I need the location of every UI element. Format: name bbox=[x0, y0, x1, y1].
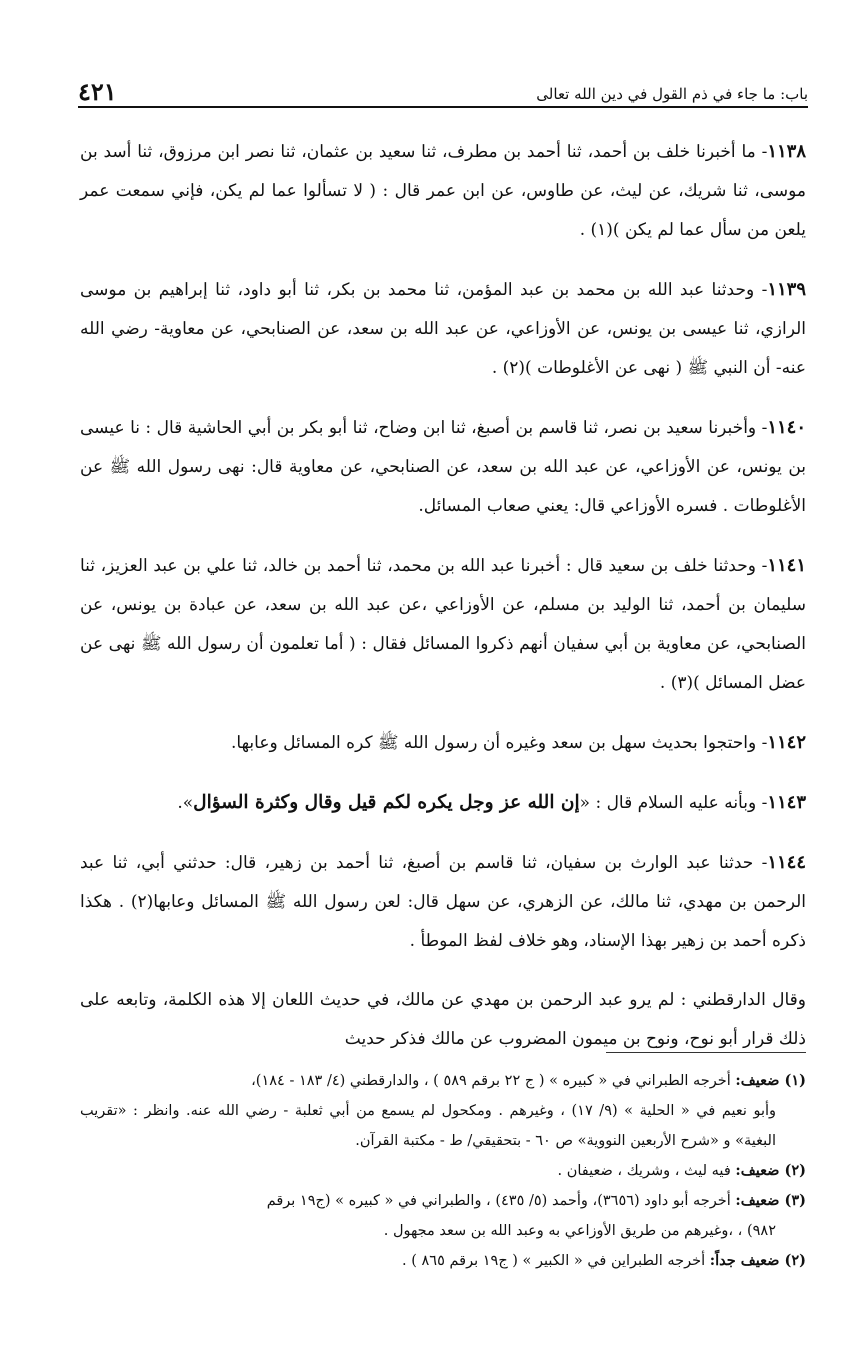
footnote bbox=[80, 1156, 806, 1186]
hadith-number: ١١٤٤ bbox=[767, 852, 806, 873]
hadith-text: - ما أخبرنا خلف بن أحمد، ثنا أحمد بن مطرف، ثنا سعيد بن عثمان، ثنا نصر ابن مرزوق، ثنا أسد بن موسى، ثنا شريك، عن ليث، عن طاوس، عن ابن عمر قال : ( لا تسألوا عما لم يكن، فإني سمعت عمر يلعن من سأل عما لم يكن )(١) . bbox=[80, 142, 806, 240]
footnote-divider bbox=[606, 1052, 806, 1053]
hadith-number: ١١٤٣ bbox=[767, 792, 806, 813]
hadith-number: ١١٤٠ bbox=[767, 417, 806, 438]
hadith-paragraph bbox=[80, 132, 806, 250]
footnote bbox=[80, 1246, 806, 1276]
footnote-text: أخرجه الطبراني في « كبيره » ( ج ٢٢ برقم ٥٨٩ ) ، والدارقطني (٤/ ١٨٣ - ١٨٤)، bbox=[251, 1073, 736, 1089]
hadith-paragraph bbox=[80, 723, 806, 763]
footnote-continuation: وأبو نعيم في « الحلية » (٩/ ١٧) ، وغيرهم . ومكحول لم يسمع من أبي ثعلبة - رضي الله عنه. وانظر : «تقريب البغية» و «شرح الأربعين النووية» ص ٦٠ - بتحقيقي/ ط - مكتبة القرآن. bbox=[80, 1103, 777, 1149]
commentary-paragraph bbox=[80, 981, 806, 1059]
footnote bbox=[80, 1066, 806, 1156]
prophetic-quote: إن الله عز وجل يكره لكم قيل وقال وكثرة السؤال bbox=[193, 792, 580, 813]
hadith-number: ١١٣٨ bbox=[767, 141, 806, 162]
hadith-number: ١١٤٢ bbox=[767, 732, 806, 753]
footnote-grade: (٣) ضعيف: bbox=[735, 1192, 806, 1209]
footnote-grade: (١) ضعيف: bbox=[735, 1072, 806, 1089]
chapter-title: باب: ما جاء في ذم القول في دين الله تعالى bbox=[536, 85, 808, 103]
running-header bbox=[78, 72, 808, 108]
hadith-paragraph bbox=[80, 843, 806, 961]
footnote bbox=[80, 1186, 806, 1246]
footnotes bbox=[80, 1066, 806, 1276]
hadith-paragraph bbox=[80, 783, 806, 823]
hadith-text: - حدثنا عبد الوارث بن سفيان، ثنا قاسم بن أصبغ، ثنا أحمد بن زهير، قال: حدثني أبي، ثنا عبد الرحمن بن مهدي، ثنا مالك، عن الزهري، عن سهل قال: لعن رسول الله ﷺ المسائل وعابها(٢) . هكذا ذكره أحمد بن زهير بهذا الإسناد، وهو خلاف لفظ الموطأ . bbox=[80, 853, 806, 951]
hadith-text: - وحدثنا خلف بن سعيد قال : أخبرنا عبد الله بن محمد، ثنا أحمد بن خالد، ثنا علي بن عبد العزيز، ثنا سليمان بن أحمد، ثنا الوليد بن مسلم، عن الأوزاعي ،عن عبد الله بن سعد، عن عبادة بن يونس، عن الصنابحي، عن معاوية بن أبي سفيان أنهم ذكروا المسائل فقال : ( أما تعلمون أن رسول الله ﷺ نهى عن عضل المسائل )(٣) . bbox=[80, 556, 806, 693]
commentary-text: وقال الدارقطني : لم يرو عبد الرحمن بن مهدي عن مالك، في حديث اللعان إلا هذه الكلمة، وتابعه على ذلك قرار أبو نوح، ونوح بن ميمون المضروب عن مالك فذكر حديث bbox=[80, 990, 806, 1049]
footnote-grade: (٢) ضعيف جداً: bbox=[709, 1252, 806, 1269]
footnote-grade: (٢) ضعيف: bbox=[735, 1162, 806, 1179]
footnote-text: أخرجه الطبراين في « الكبير » ( ج١٩ برقم ٨٦٥ ) . bbox=[402, 1253, 710, 1269]
hadith-text-end: ». bbox=[177, 793, 194, 813]
footnote-text: فيه ليث ، وشريك ، ضعيفان . bbox=[557, 1163, 736, 1179]
hadith-number: ١١٤١ bbox=[767, 555, 806, 576]
hadith-text: - وأخبرنا سعيد بن نصر، ثنا قاسم بن أصبغ، ثنا ابن وضاح، ثنا أبو بكر بن أبي الحاشية قال : نا عيسى بن يونس، عن الأوزاعي، عن عبد الله بن سعد، عن الصنابحي، عن معاوية قال: نهى رسول الله ﷺ عن الأغلوطات . فسره الأوزاعي قال: يعني صعاب المسائل. bbox=[80, 418, 806, 516]
hadith-paragraph bbox=[80, 408, 806, 526]
footnote-continuation: ٩٨٢) ، ،وغيرهم من طريق الأوزاعي به وعبد الله بن سعد مجهول . bbox=[383, 1223, 776, 1239]
footnote-text: أخرجه أبو داود (٣٦٥٦)، وأحمد (٥/ ٤٣٥) ، والطبراني في « كبيره » (ج١٩ برقم bbox=[266, 1193, 736, 1209]
main-text bbox=[80, 132, 806, 1059]
hadith-paragraph bbox=[80, 546, 806, 703]
hadith-text: - وبأنه عليه السلام قال : « bbox=[579, 793, 768, 813]
page-number: ٤٢١ bbox=[78, 77, 117, 106]
hadith-paragraph bbox=[80, 270, 806, 388]
hadith-number: ١١٣٩ bbox=[767, 279, 806, 300]
hadith-text: - واحتجوا بحديث سهل بن سعد وغيره أن رسول الله ﷺ كره المسائل وعابها. bbox=[230, 733, 768, 753]
hadith-text: - وحدثنا عبد الله بن محمد بن عبد المؤمن، ثنا محمد بن بكر، ثنا أبو داود، ثنا إبراهيم بن موسى الرازي، ثنا عيسى بن يونس، عن الأوزاعي، عن عبد الله بن سعد، عن الصنابحي، عن معاوية- رضي الله عنه- أن النبي ﷺ ( نهى عن الأغلوطات )(٢) . bbox=[80, 280, 806, 378]
